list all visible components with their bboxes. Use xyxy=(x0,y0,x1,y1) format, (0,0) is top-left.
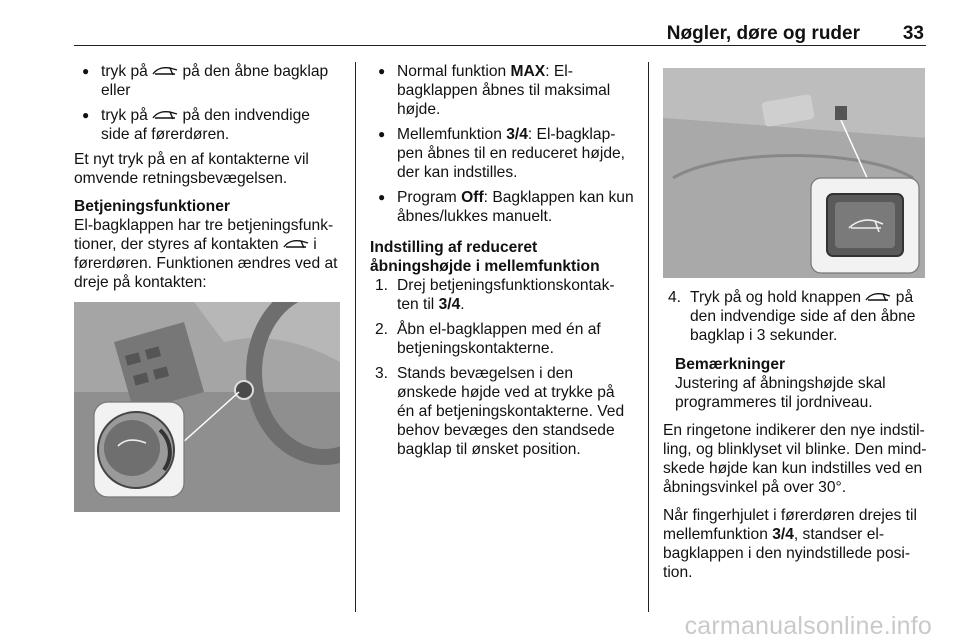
note-box xyxy=(663,355,929,412)
paragraph: Når fingerhjulet i førerdøren drejes til mellemfunktion 3/4, standser el-bagklappen i den nyindstillede posi-tion. xyxy=(663,507,917,581)
column-divider-2 xyxy=(648,62,649,612)
step-item: 1. Drej betjeningsfunktionskontak-ten til 3/4. xyxy=(375,277,615,313)
door-switch-illustration xyxy=(74,302,340,512)
paragraph: Et nyt tryk på en af kontakterne vil omvende retningsbevægelsen. xyxy=(74,151,309,187)
page-number: 33 xyxy=(902,23,924,44)
tailgate-button-illustration xyxy=(663,68,925,278)
page-title: Nøgler, døre og ruder xyxy=(666,23,860,44)
note-text: Justering af åbningshøjde skal programmeres til jordniveau. xyxy=(675,375,886,411)
list-item: ● tryk på på den indvendige side af førerdøren. xyxy=(74,106,340,144)
list-item: ● Mellemfunktion 3/4: El-bagklap-pen åbnes til en reduceret højde, der kan indstilles. xyxy=(370,125,636,182)
step-item: 4. Tryk på og hold knappen på den indvendige side af den åbne bagklap i 3 sekunder. xyxy=(668,289,916,344)
note-heading: Bemærkninger xyxy=(675,356,786,373)
watermark: carmanualsonline.info xyxy=(684,612,932,640)
column-2 xyxy=(370,62,636,465)
page-header xyxy=(74,12,926,46)
list-item: ● tryk på på den åbne bagklap eller xyxy=(74,62,340,100)
paragraph: El-bagklappen har tre betjeningsfunk-tioner, der styres af kontakten i førerdøren. Funktionen ændres ved at dreje på kontakten: xyxy=(74,217,338,291)
list-item: ● Program Off: Bagklappen kan kun åbnes/lukkes manuelt. xyxy=(370,188,636,226)
step-item: 3. Stands bevægelsen i den ønskede højde ved at trykke på én af betjeningskontakterne. Ved behov bevæges den standsede bagklap til ønsket position. xyxy=(375,365,625,458)
tailgate-icon xyxy=(152,65,178,77)
section-heading: Indstilling af reduceret åbningshøjde i mellemfunktion xyxy=(370,239,600,275)
section-heading: Betjeningsfunktioner xyxy=(74,198,230,215)
paragraph: En ringetone indikerer den nye indstil-ling, og blinklyset vil blinke. Den mind-skede højde kan kun indstilles ved en åbningsvinkel på over 30°. xyxy=(663,422,927,496)
column-3 xyxy=(663,288,929,591)
tailgate-icon xyxy=(152,109,178,121)
list-item: ● Normal funktion MAX: El-bagklappen åbnes til maksimal højde. xyxy=(370,62,636,119)
tailgate-icon xyxy=(283,238,309,250)
column-divider-1 xyxy=(355,62,356,612)
tailgate-icon xyxy=(865,291,891,303)
step-item: 2. Åbn el-bagklappen med én af betjeningskontakterne. xyxy=(375,321,601,357)
column-1 xyxy=(74,62,340,301)
